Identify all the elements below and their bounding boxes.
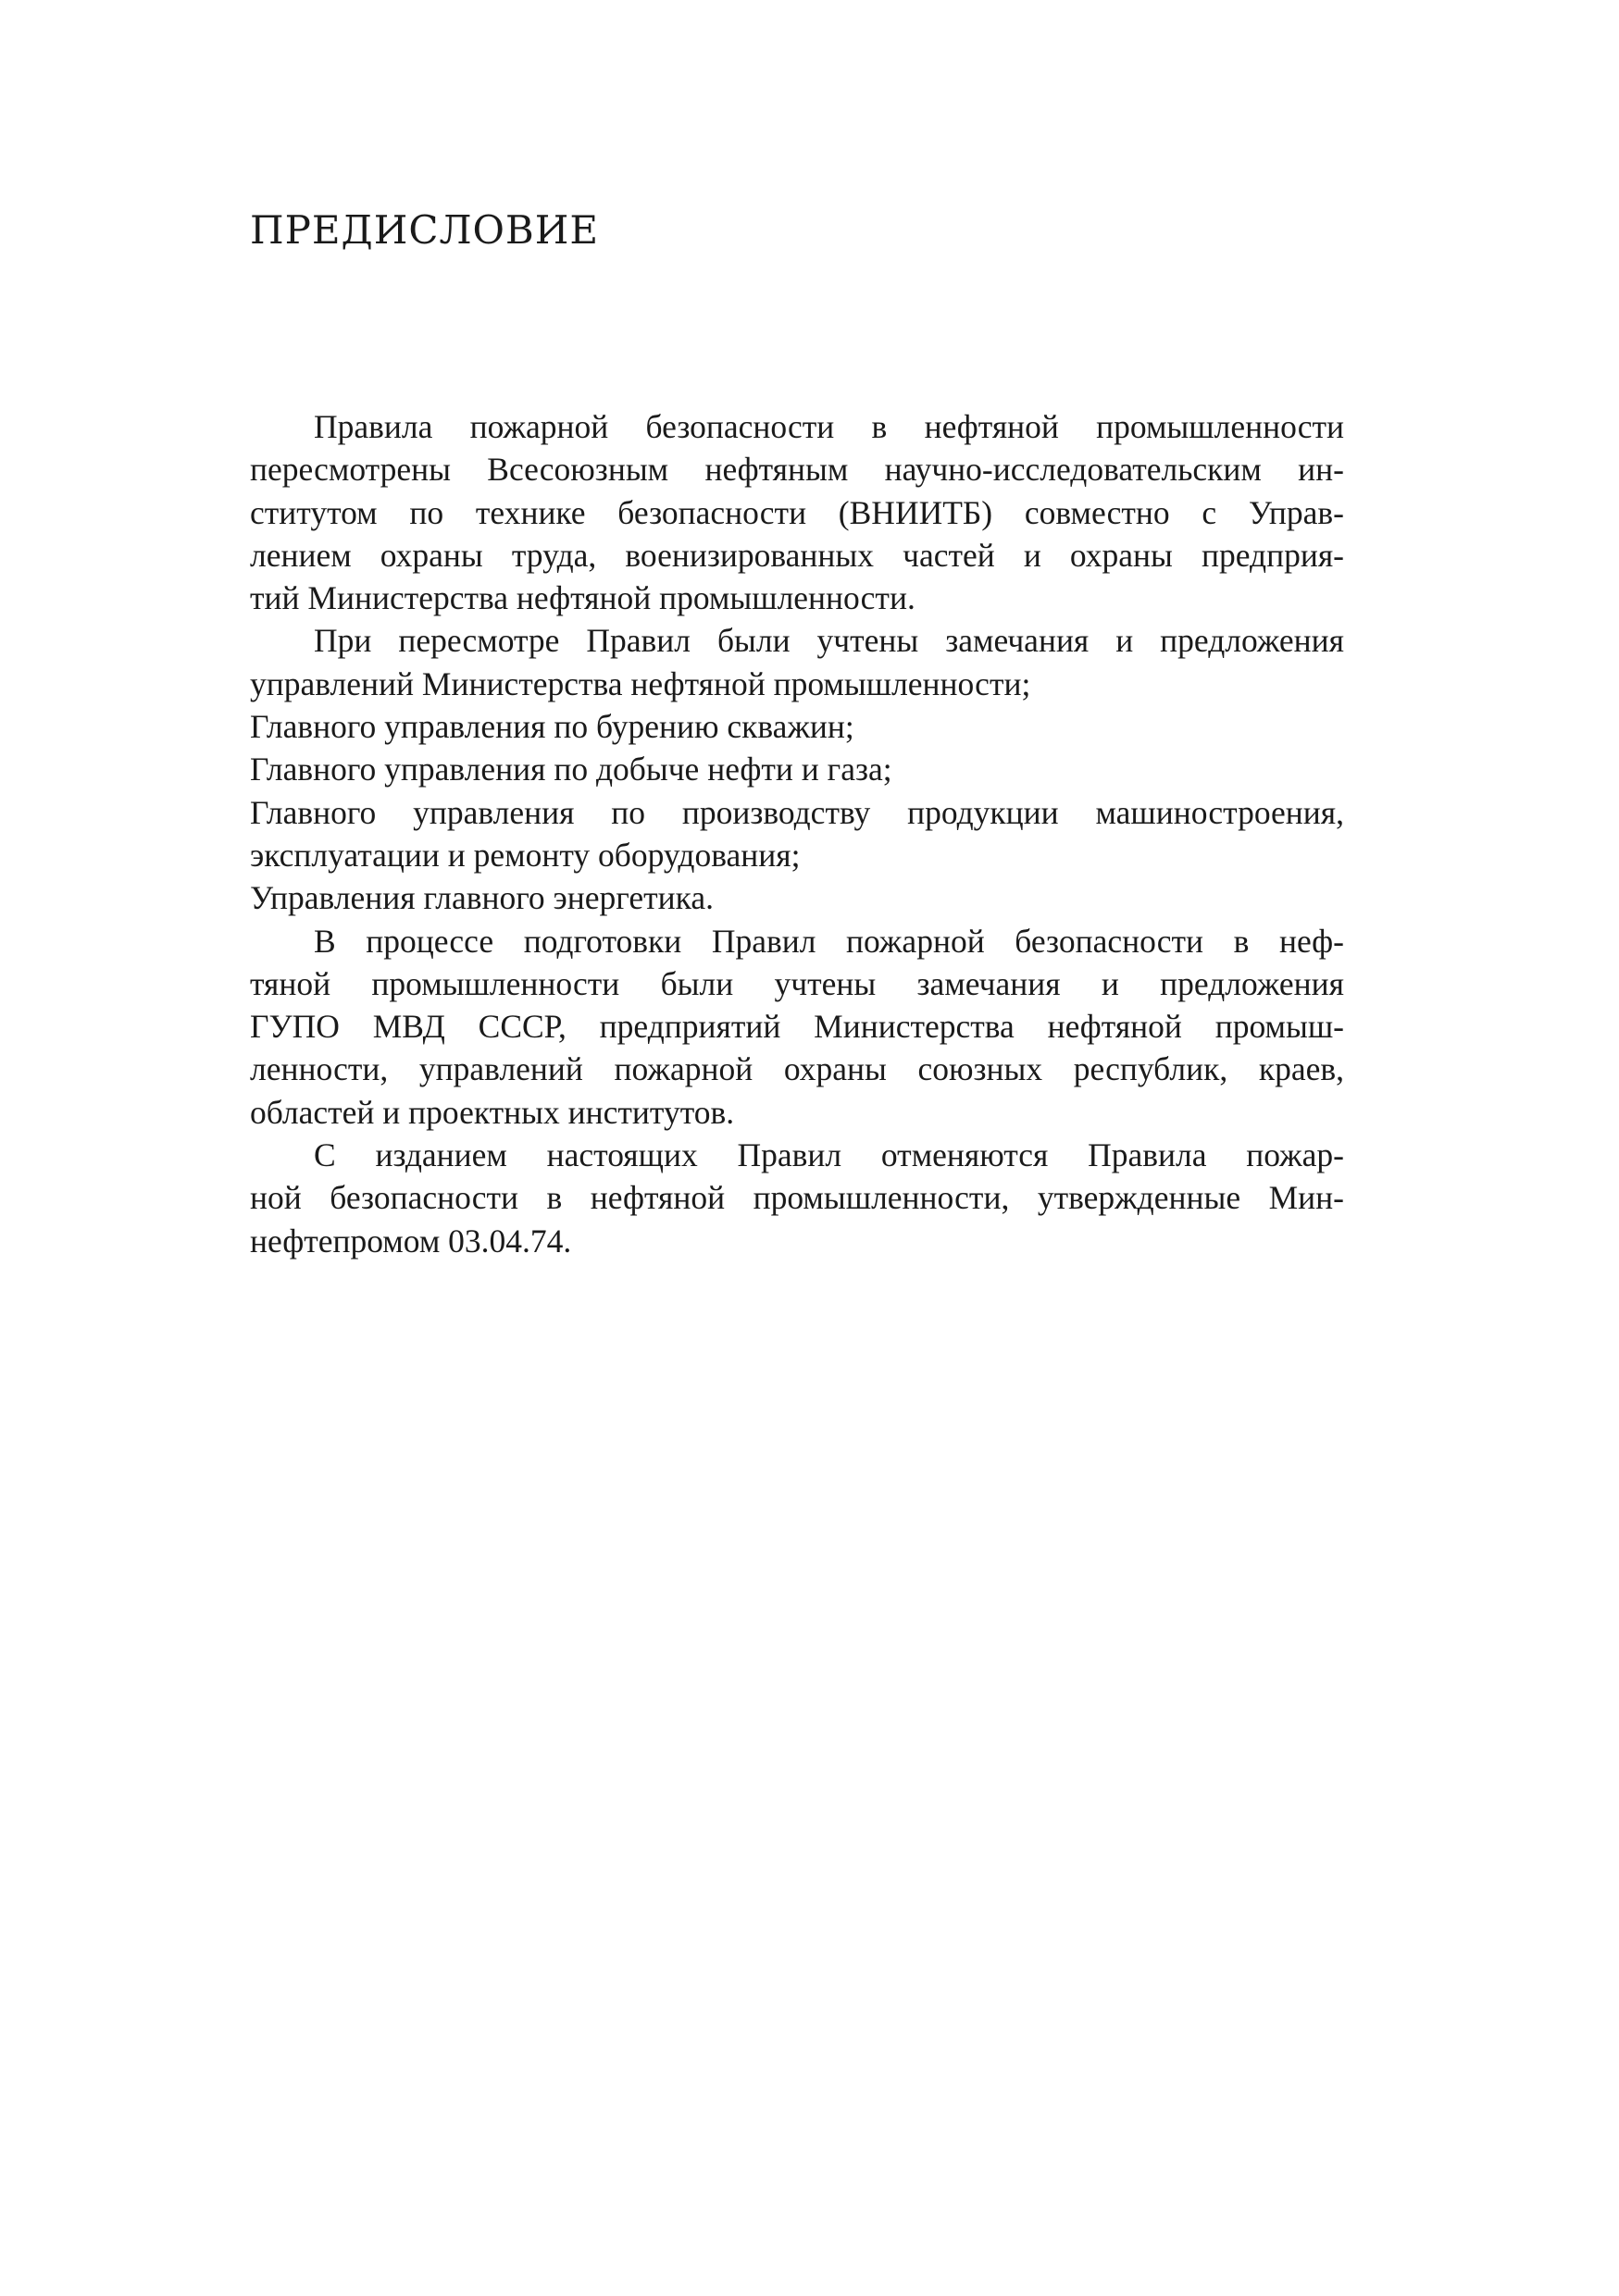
text-line: С изданием настоящих Правил отменяются Правила пожар- bbox=[314, 1136, 1344, 1174]
text-line: В процессе подготовки Правил пожарной безопасности в неф- bbox=[314, 922, 1344, 960]
foreword-body bbox=[250, 405, 1344, 1262]
text-line: Управления главного энергетика. bbox=[250, 879, 714, 917]
text-line: Главного управления по производству продукции машиностроения, bbox=[250, 793, 1344, 831]
text-line: Главного управления по бурению скважин; bbox=[250, 708, 854, 746]
text-line: Правила пожарной безопасности в нефтяной промышленности bbox=[314, 408, 1344, 445]
text-line: лением охраны труда, военизированных частей и охраны предприя- bbox=[250, 536, 1344, 574]
text-line: При пересмотре Правил были учтены замечания и предложения bbox=[314, 622, 1344, 660]
text-line: ГУПО МВД СССР, предприятий Министерства нефтяной промыш- bbox=[250, 1008, 1344, 1046]
text-line: ститутом по технике безопасности (ВНИИТБ) совместно с Управ- bbox=[250, 493, 1344, 531]
text-line: тяной промышленности были учтены замечания и предложения bbox=[250, 964, 1344, 1002]
text-line: областей и проектных институтов. bbox=[250, 1093, 735, 1131]
text-line: Главного управления по добыче нефти и газа; bbox=[250, 751, 892, 788]
text-line: ленности, управлений пожарной охраны союзных республик, краев, bbox=[250, 1050, 1344, 1088]
text-line: ной безопасности в нефтяной промышленности, утвержденные Мин- bbox=[250, 1179, 1344, 1217]
text-line: нефтепромом 03.04.74. bbox=[250, 1222, 572, 1260]
text-line: тий Министерства нефтяной промышленности. bbox=[250, 579, 915, 617]
text-line: пересмотрены Всесоюзным нефтяным научно-исследовательским ин- bbox=[250, 451, 1344, 489]
text-line: управлений Министерства нефтяной промышленности; bbox=[250, 664, 1031, 702]
text-line: эксплуатации и ремонту оборудования; bbox=[250, 836, 801, 874]
page-title: ПРЕДИСЛОВИЕ bbox=[250, 207, 600, 253]
